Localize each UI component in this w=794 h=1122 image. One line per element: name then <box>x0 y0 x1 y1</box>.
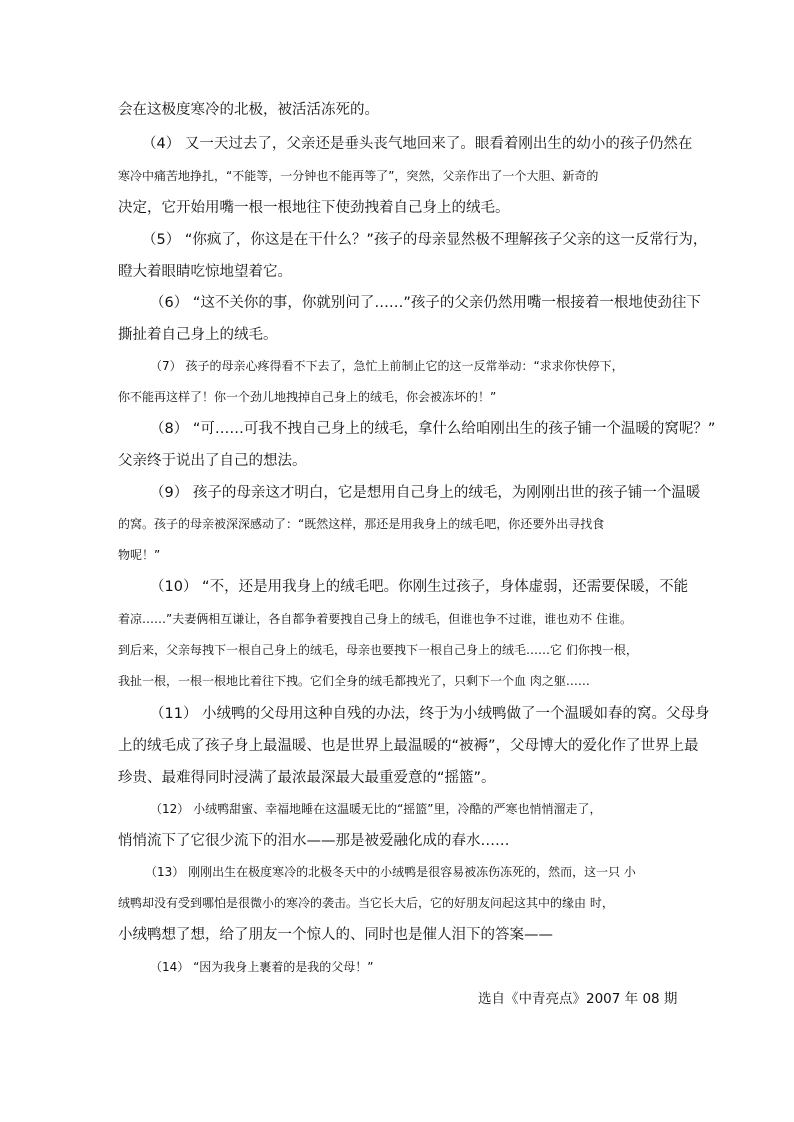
paragraph-5-line-2: 瞪大着眼睛吃惊地望着它。 <box>118 264 292 280</box>
paragraph-9-line-2: 的窝。孩子的母亲被深深感动了：“既然这样，那还是用我身上的绒毛吧，你还要外出寻找食 <box>118 517 605 531</box>
paragraph-8-line-2: 父亲终于说出了自己的想法。 <box>118 453 307 469</box>
text-line: 会在这极度寒冷的北极，被活活冻死的。 <box>118 102 379 118</box>
paragraph-11-line-3: 珍贵、最难得同时浸满了最浓最深最大最重爱意的“摇篮”。 <box>118 770 496 786</box>
paragraph-9-line-3: 物呢！” <box>118 548 161 562</box>
paragraph-14-line-1: （14） “因为我身上裹着的是我的父母！” <box>150 960 374 974</box>
paragraph-13-line-1: （13） 刚刚出生在极度寒冷的北极冬天中的小绒鸭是很容易被冻伤冻死的，然而，这一只 小 <box>145 865 636 879</box>
paragraph-13-line-3: 小绒鸭想了想，给了朋友一个惊人的、同时也是催人泪下的答案—— <box>118 927 553 943</box>
paragraph-13-line-2: 绒鸭却没有受到哪怕是很微小的寒冷的袭击。当它长大后，它的好朋友问起这其中的缘由 时， <box>118 896 614 910</box>
paragraph-10-line-2: 着凉……”夫妻俩相互谦让，各自都争着要拽自己身上的绒毛，但谁也争不过谁，谁也劝不 住谁。 <box>118 612 633 626</box>
source-citation: 选自《中青亮点》2007 年 08 期 <box>478 991 678 1007</box>
paragraph-7-line-2: 你不能再这样了！你一个劲儿地拽掉自己身上的绒毛，你会被冻坏的！” <box>118 390 497 404</box>
paragraph-10-line-4: 我扯一根，一根一根地比着往下拽。它们全身的绒毛都拽光了，只剩下一个血 肉之躯…… <box>118 674 590 688</box>
paragraph-4-line-3: 决定，它开始用嘴一根一根地往下使劲拽着自己身上的绒毛。 <box>118 200 510 216</box>
paragraph-12-line-1: （12） 小绒鸭甜蜜、幸福地睡在这温暖无比的“摇篮”里，冷酷的严寒也悄悄溜走了， <box>150 802 602 816</box>
paragraph-6-line-1: （6） “这不关你的事，你就别问了……”孩子的父亲仍然用嘴一根接着一根地使劲往下 <box>150 295 701 311</box>
paragraph-11-line-1: （11） 小绒鸭的父母用这种自残的办法，终于为小绒鸭做了一个温暖如春的窝。父母身 <box>150 706 710 722</box>
paragraph-6-line-2: 撕扯着自己身上的绒毛。 <box>118 327 278 343</box>
paragraph-10-line-3: 到后来，父亲每拽下一根自己身上的绒毛，母亲也要拽下一根自己身上的绒毛……它 们你拽一根， <box>118 643 638 657</box>
paragraph-8-line-1: （8） “可……可我不拽自己身上的绒毛，拿什么给咱刚出生的孩子铺一个温暖的窝呢？” <box>150 421 716 437</box>
paragraph-4-line-1: （4） 又一天过去了，父亲还是垂头丧气地回来了。眼看着刚出生的幼小的孩子仍然在 <box>142 136 693 152</box>
paragraph-7-line-1: （7） 孩子的母亲心疼得看不下去了，急忙上前制止它的这一反常举动：“求求你快停下， <box>150 359 624 373</box>
paragraph-10-line-1: （10） “不，还是用我身上的绒毛吧。你刚生过孩子，身体虚弱，还需要保暖，不能 <box>150 579 689 595</box>
paragraph-5-line-1: （5） “你疯了，你这是在干什么？”孩子的母亲显然极不理解孩子父亲的这一反常行为， <box>142 232 708 248</box>
paragraph-4-line-2: 寒冷中痛苦地挣扎，“不能等，一分钟也不能再等了”，突然，父亲作出了一个大胆、新奇的 <box>118 169 599 183</box>
paragraph-12-line-2: 悄悄流下了它很少流下的泪水——那是被爱融化成的春水…… <box>118 833 510 849</box>
paragraph-9-line-1: （9） 孩子的母亲这才明白，它是想用自己身上的绒毛，为刚刚出世的孩子铺一个温暖 <box>150 485 701 501</box>
paragraph-11-line-2: 上的绒毛成了孩子身上最温暖、也是世界上最温暖的“被褥”，父母博大的爱化作了世界上最 <box>118 738 699 754</box>
